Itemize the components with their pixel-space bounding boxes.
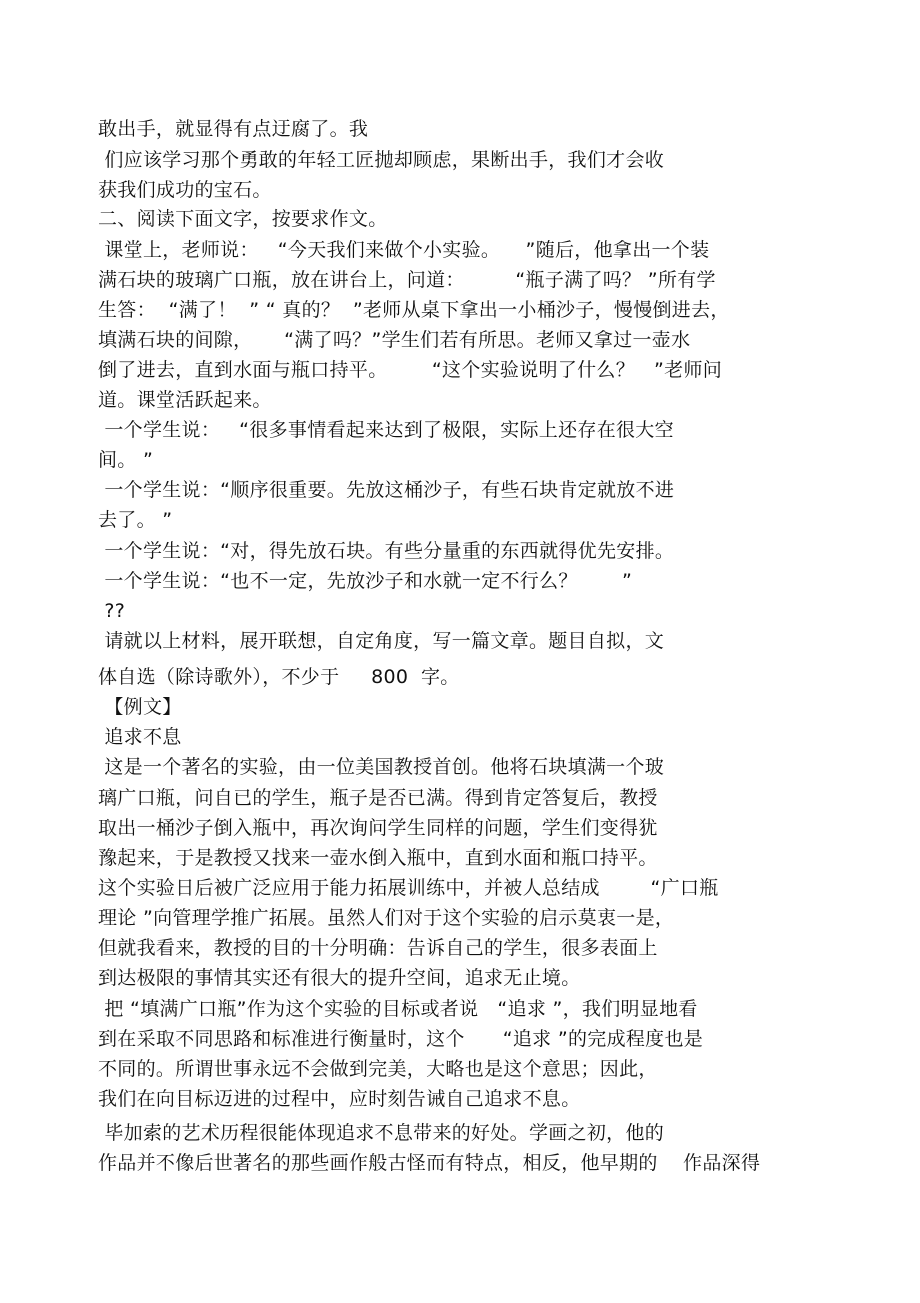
text-line: 倒了进去，直到水面与瓶口持平。 “这个实验说明了什么？ ”老师问 — [98, 359, 723, 381]
text-line: 填满石块的间隙， “满了吗？”学生们若有所思。老师又拿过一壶水 — [98, 329, 691, 351]
text-line: 们应该学习那个勇敢的年轻工匠抛却顾虑，果断出手，我们才会收 — [98, 149, 665, 171]
text-line: 一个学生说： “很多事情看起来达到了极限，实际上还存在很大空 — [98, 419, 674, 441]
text-line: 把 “填满广口瓶”作为这个实验的目标或者说 “追求 ”，我们明显地看 — [98, 998, 698, 1020]
text-line: 一个学生说：“也不一定，先放沙子和水就一定不行么？ ” — [98, 570, 633, 592]
text-line: 这个实验日后被广泛应用于能力拓展训练中，并被人总结成 “广口瓶 — [98, 877, 719, 899]
text-line: 我们在向目标迈进的过程中，应时刻告诫自己追求不息。 — [98, 1088, 581, 1110]
text-line: 间。 ” — [98, 449, 154, 471]
section-heading: 二、阅读下面文字，按要求作文。 — [98, 208, 388, 230]
example-label: 【例文】 — [98, 696, 182, 718]
text-line: ?? — [98, 600, 126, 622]
text-line: 一个学生说：“顺序很重要。先放这桶沙子，有些石块肯定就放不进 — [98, 479, 675, 501]
text-line: 一个学生说：“对，得先放石块。有些分量重的东西就得优先安排。 — [98, 540, 675, 562]
text-line: 请就以上材料，展开联想，自定角度，写一篇文章。题目自拟，文 — [98, 630, 665, 652]
text-line: 豫起来，于是教授又找来一壶水倒入瓶中，直到水面和瓶口持平。 — [98, 847, 658, 869]
text-line: 道。课堂活跃起来。 — [98, 389, 272, 411]
text-line: 理论 ”向管理学推广拓展。虽然人们对于这个实验的启示莫衷一是， — [98, 907, 675, 929]
text-line: 毕加索的艺术历程很能体现追求不息带来的好处。学画之初，他的 — [98, 1122, 665, 1144]
text-line: 满石块的玻璃广口瓶，放在讲台上，问道： “瓶子满了吗？ ”所有学 — [98, 269, 716, 291]
text-line: 课堂上，老师说： “今天我们来做个小实验。 ”随后，他拿出一个装 — [98, 239, 710, 261]
text-line: 这是一个著名的实验，由一位美国教授首创。他将石块填满一个玻 — [98, 756, 665, 778]
text-line: 获我们成功的宝石。 — [98, 179, 272, 201]
text-line: 取出一桶沙子倒入瓶中，再次询问学生同样的问题，学生们变得犹 — [98, 817, 658, 839]
text-line: 去了。 ” — [98, 509, 173, 531]
essay-title: 追求不息 — [98, 726, 182, 748]
text-line: 但就我看来，教授的目的十分明确：告诉自己的学生，很多表面上 — [98, 937, 658, 959]
text-line: 作品并不像后世著名的那些画作般古怪而有特点，相反，他早期的 作品深得 — [98, 1152, 761, 1174]
text-line: 到在采取不同思路和标准进行衡量时，这个 “追求 ”的完成程度也是 — [98, 1028, 704, 1050]
text-line: 不同的。所谓世事永远不会做到完美，大略也是这个意思；因此， — [98, 1058, 658, 1080]
text-line: 敢出手，就显得有点迂腐了。我 — [98, 118, 369, 140]
text-line: 体自选（除诗歌外），不少于 800 字。 — [98, 666, 460, 688]
text-line: 生答： “满了！ ” “ 真的？ ”老师从桌下拿出一小桶沙子，慢慢倒进去， — [98, 299, 730, 321]
text-line: 到达极限的事情其实还有很大的提升空间，追求无止境。 — [98, 967, 581, 989]
text-line: 璃广口瓶，问自已的学生，瓶子是否已满。得到肯定答复后，教授 — [98, 787, 658, 809]
